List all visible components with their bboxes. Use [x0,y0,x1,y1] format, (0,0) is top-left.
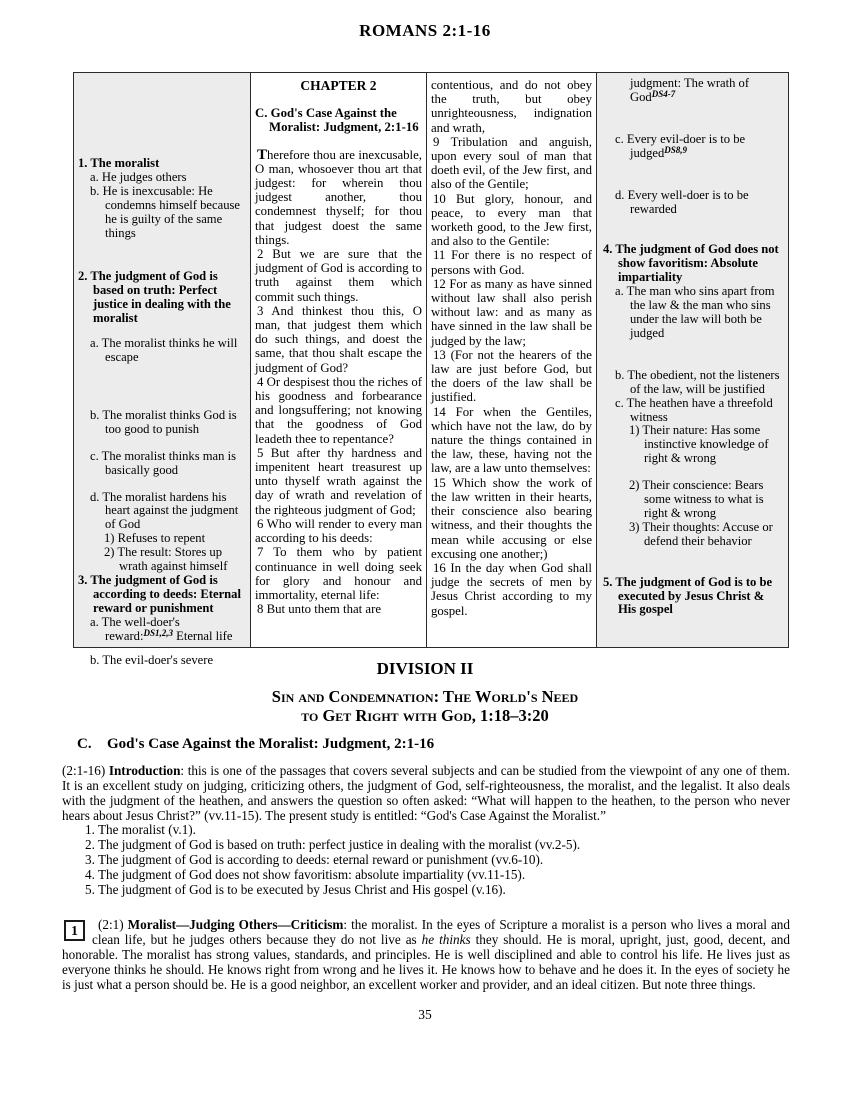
outline-item: c. The heathen have a threefold witness [615,395,773,424]
outline-item: a. He judges others [90,169,187,184]
section-title: God's Case Against the Moralist: Judgment, 2:1-16 [107,736,435,752]
outline-item: d. Every well-doer is to be rewarded [615,187,749,216]
outline-item-text: judgment: The wrath of God [630,76,750,104]
verse-7: 7 To them who by patient continuance in well doing seek for glory and honour and immortality, eternal life: [255,545,422,602]
division-subtitle-line1: Sin and Condemnation: The World's Need [271,687,579,706]
outline-item-text: c. Every evil-doer is to be judged [615,131,746,160]
outline-item: b. The evil-doer's severe [90,653,214,668]
verse-15: 15 Which show the work of the law written in their hearts, their conscience also bearing witness, and their thoughts the mean while accusing or else excusing one another;) [431,475,592,561]
division-title: DIVISION II [376,659,474,678]
verse-4: 4 Or despisest thou the riches of his goodness and forbearance and longsuffering; not knowing that the goodness of God leadeth thee to repentance? [255,374,422,446]
verse-14: 14 For when the Gentiles, which have not the law, do by nature the things contained in the law, these, having not the law, are a law unto themselves: [431,404,592,476]
division-subtitle-line2: to Get Right with God, 1:18–3:20 [301,706,549,725]
outline-subitem: 1) Refuses to repent [104,531,206,546]
outline-item [78,616,246,644]
verse-initial: T [257,146,268,163]
list-item: 5. The judgment of God is to be executed by Jesus Christ and His gospel (v.16). [85,882,506,897]
outline-item: b. He is inexcusable: He condemns himself because he is guilty of the same things [90,183,240,240]
outline-item-text: Eternal life [172,628,233,643]
outline-item [603,133,784,161]
verse-6: 6 Who will render to every man according to his deeds: [255,516,422,546]
outline-item: c. The moralist thinks man is basically good [90,448,236,477]
study-body [62,763,790,992]
outline-subitem: 2) Their conscience: Bears some witness to what is right & wrong [629,478,764,520]
outline-subitem: 2) The result: Stores up wrath against himself [104,545,228,574]
outline-item: b. The obedient, not the listeners of the law, will be justified [615,367,780,396]
outline-point-3: 3. The judgment of God is according to deeds: Eternal reward or punishment [78,572,241,615]
outline-point-2: 2. The judgment of God is based on truth: Perfect justice in dealing with the moralist [78,269,231,326]
verse-8: 8 But unto them that are [257,602,382,617]
section-label: C. [77,736,92,752]
verse-5: 5 But after thy hardness and impenitent heart treasurest up unto thyself wrath against the day of wrath and revelation of the righteous judgment of God; [255,445,422,517]
verse-1 [255,148,422,247]
outline-point-1: 1. The moralist [78,156,160,170]
section-c-heading [77,736,790,753]
list-item: 1. The moralist (v.1). [85,822,196,838]
introduction-paragraph [62,763,790,823]
division-subtitle [0,687,850,725]
scripture-column-a [251,73,427,647]
scripture-ref: (2:1) [98,916,128,932]
verse-12: 12 For as many as have sinned without law shall also perish without law: and as many as have sinned in the law shall be judged by the law; [431,276,592,348]
introduction-text: : this is one of the passages that covers several subjects and can be studied from the viewpoint of any one of them. It is an excellent study on judging, criticizing others, the judgment of God, self-righteousness, the moralist, and the legalist. It also deals with the judgment of the heathen, and answers the question so often asked: “What will happen to the heathen, to the person who never hears about Jesus Christ?” (vv.11-15). The present study is entitled: “God's Case Against the Moralist.” [62,763,790,824]
point-emphasis: he thinks [421,932,471,947]
outline-item-continued [603,77,784,105]
deeper-study-ref: DS4-7 [651,89,676,100]
outline-item: d. The moralist hardens his heart against the judgment of God [90,489,239,532]
outline-item: a. The man who sins apart from the law & the man who sins under the law will both be judged [615,284,775,340]
verse-2: 2 But we are sure that the judgment of God is according to truth against them which commit such things. [255,247,422,304]
scripture-ref: (2:1-16) [62,763,109,778]
verse-text: herefore thou are inexcusable, O man, whosoever thou art that judgest: for wherein thou judgest another, thou condemnest thyself; for thou that judgest doest the same things. [255,147,422,247]
outline-subitem: 3) Their thoughts: Accuse or defend their behavior [629,519,773,548]
outline-item-text: a. The well-doer's reward: [90,614,180,643]
verse-13: 13 (For not the hearers of the law are just before God, but the doers of the law shall be justified. [431,347,592,405]
page-title: ROMANS 2:1-16 [359,21,491,40]
point-1-paragraph [62,917,790,992]
point-number-box: 1 [64,920,85,941]
outline-point-4: 4. The judgment of God does not show favoritism: Absolute impartiality [603,242,779,285]
verse-9: 9 Tribulation and anguish, upon every soul of man that doeth evil, of the Jew first, and also of the Gentile; [431,134,592,192]
deeper-study-ref: DS1,2,3 [143,628,173,639]
deeper-study-ref: DS8,9 [664,145,688,156]
page-number: 35 [418,1007,432,1023]
outline-column-left [74,73,251,668]
study-outline-list [85,823,790,898]
outline-subitem: 1) Their nature: Has some instinctive knowledge of right & wrong [629,423,769,466]
list-item: 3. The judgment of God is according to deeds: eternal reward or punishment (vv.6-10). [85,852,544,868]
scripture-column-b [427,73,597,647]
verse-11: 11 For there is no respect of persons with God. [431,248,592,277]
verse-10: 10 But glory, honour, and peace, to every man that worketh good, to the Jew first, and also to the Gentile: [431,191,592,249]
list-item: 4. The judgment of God does not show favoritism: absolute impartiality (vv.11-15). [85,867,526,883]
chapter-heading: CHAPTER 2 [300,78,377,93]
introduction-term: Introduction [108,763,181,778]
point-term: Moralist—Judging Others—Criticism [127,916,344,932]
point-text: : the moralist. In the eyes of Scripture a moralist is a person who lives a moral and clean life, but he judges others because they do not live as [92,916,790,947]
outline-item: b. The moralist thinks God is too good to punish [90,407,237,436]
point-1-block [62,917,790,992]
verse-3: 3 And thinkest thou this, O man, that judgest them which do such things, and doest the same, that thou shalt escape the judgment of God? [255,303,422,375]
verse-8-continued: contentious, and do not obey the truth, but obey unrighteousness, indignation and wrath, [431,78,592,135]
list-item: 2. The judgment of God is based on truth: perfect justice in dealing with the moralist (vv.2-5). [85,837,581,853]
outline-scripture-table [73,72,789,668]
point-text: they should. He is moral, upright, just, good, decent, and honorable. The moralist has strong values, standards, and principles. He is well disciplined and able to control his life. He lives just as everyone thinks he should. He knows right from wrong and he lives it. He knows how to behave and he does it. In the eyes of society he is just what a person should be. He is a good neighbor, an excellent worker and provider, and an ideal citizen. But note three things. [62,932,790,993]
outline-column-right [597,73,788,647]
scripture-section-heading: C. God's Case Against the Moralist: Judgment, 2:1-16 [255,106,419,135]
verse-16: 16 In the day when God shall judge the secrets of men by Jesus Christ according to my gospel. [431,560,592,618]
outline-item: a. The moralist thinks he will escape [90,336,238,364]
outline-point-5: 5. The judgment of God is to be executed by Jesus Christ & His gospel [603,574,773,617]
